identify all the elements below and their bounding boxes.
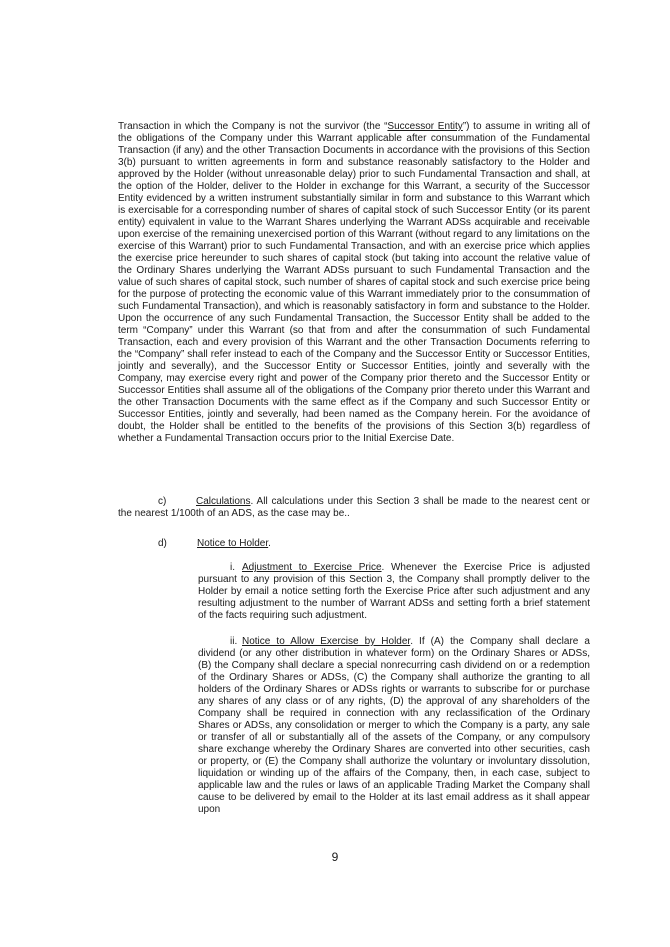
paragraph-text: ”) to assume in writing all of the obligations of the Company under this Warrant applicable after consummation of the Fundamental Transaction (if any) and the other Transaction Documents in accordance with the provisions of this Section 3(b) pursuant to written agreements in form and substance reasonably satisfactory to the Holder and approved by the Holder (without unreasonable delay) prior to such Fundamental Transaction and shall, at the option of the Holder, deliver to the Holder in exchange for this Warrant, a security of the Successor Entity evidenced by a written instrument substantially similar in form and substance to this Warrant which is exercisable for a corresponding number of shares of capital stock of such Successor Entity (or its parent entity) equivalent in value to the Warrant Shares underlying the Warrant ADSs acquirable and receivable upon exercise of the remaining unexercised portion of this Warrant (without regard to any limitations on the exercise of this Warrant) prior to such Fundamental Transaction, and with an exercise price which applies the exercise price hereunder to such shares of capital stock (but taking into account the relative value of the Ordinary Shares underlying the Warrant ADSs pursuant to such Fundamental Transaction and the value of such shares of capital stock, such number of shares of capital stock and such exercise price being for the purpose of protecting the economic value of this Warrant immediately prior to the consummation of such Fundamental Transaction), and which is reasonably satisfactory in form and substance to the Holder. Upon the occurrence of any such Fundamental Transaction, the Successor Entity shall be added to the term “Company” under this Warrant (so that from and after the consummation of such Fundamental Transaction, each and every provision of this Warrant and the other Transaction Documents referring to the “Company” shall refer instead to each of the Company and the Successor Entity or Successor Entities, jointly and severally), and the Successor Entity or Successor Entities, jointly and severally with the Company, may exercise every right and power of the Company prior thereto and the Successor Entity or Successor Entities shall assume all of the obligations of the Company prior thereto under this Warrant and the other Transaction Documents with the same effect as if the Company and such Successor Entity or Successor Entities, jointly and severally, had been named as the Company herein. For the avoidance of doubt, the Holder shall be entitled to the benefits of the provisions of this Section 3(b) regardless of whether a Fundamental Transaction occurs prior to the Initial Exercise Date. — [118, 121, 590, 444]
section-heading: Notice to Holder — [197, 538, 269, 549]
heading-punctuation: . — [268, 538, 271, 549]
subsection-label: ii. — [230, 636, 238, 647]
paragraph-text: . Whenever the Exercise Price is adjusted pursuant to any provision of this Section 3, the Company shall promptly deliver to the Holder by email a notice setting forth the Exercise Price after such adjustment and any resulting adjustment to the number of Warrant ADSs and setting forth a brief statement of the facts requiring such adjustment. — [198, 562, 590, 621]
section-label: c) — [158, 496, 167, 507]
page-number: 9 — [331, 850, 339, 864]
paragraph-subsection-i — [198, 562, 590, 622]
paragraph-text: . If (A) the Company shall declare a dividend (or any other distribution in whatever form) on the Ordinary Shares or ADSs, (B) the Company shall declare a special nonrecurring cash dividend on or a redemption of the Ordinary Shares or ADSs, (C) the Company shall authorize the granting to all holders of the Ordinary Shares or ADSs rights or warrants to subscribe for or purchase any shares of any class or of any rights, (D) the approval of any shareholders of the Company shall be required in connection with any reclassification of the Ordinary Shares or ADSs, any consolidation or merger to which the Company is a party, any sale or transfer of all or substantially all of the assets of the Company, or any compulsory share exchange whereby the Ordinary Shares are converted into other securities, cash or property, or (E) the Company shall authorize the voluntary or involuntary dissolution, liquidation or winding up of the affairs of the Company, then, in each case, subject to applicable law and the rules or laws of an applicable Trading Market the Company shall cause to be delivered by email to the Holder at its last email address as it shall appear upon — [198, 636, 590, 815]
paragraph-section-3b-continuation — [118, 121, 590, 445]
subsection-label: i. — [230, 562, 235, 573]
paragraph-section-3c — [118, 496, 590, 520]
paragraph-section-3d — [118, 538, 590, 550]
section-label: d) — [158, 538, 167, 549]
paragraph-subsection-ii — [198, 636, 590, 816]
subsection-heading: Adjustment to Exercise Price — [242, 562, 382, 573]
section-heading: Calculations — [196, 496, 251, 507]
subsection-heading: Notice to Allow Exercise by Holder — [242, 636, 411, 647]
paragraph-text: . All calculations under this Section 3 shall be made to the nearest cent or the nearest 1/100th of an ADS, as the case may be.. — [118, 496, 590, 519]
defined-term-successor-entity: Successor Entity — [387, 121, 463, 132]
paragraph-text: Transaction in which the Company is not the survivor (the “ — [118, 121, 388, 132]
